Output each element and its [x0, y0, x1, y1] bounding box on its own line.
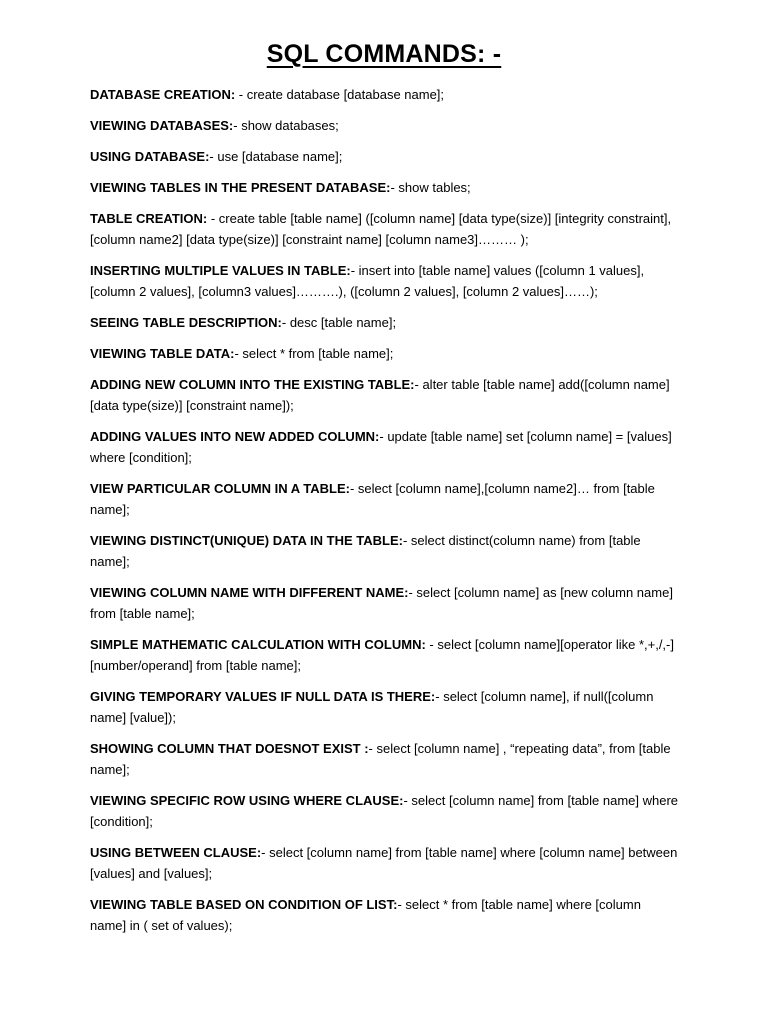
command-term: GIVING TEMPORARY VALUES IF NULL DATA IS THERE: [90, 689, 436, 704]
command-entry [90, 634, 680, 676]
command-syntax: - create table [table name] ([column name] [data type(size)] [integrity constraint], [column name2] [data type(size)] [constraint name] [column name3]……… ); [90, 211, 672, 247]
command-entry [90, 146, 680, 167]
command-entry [90, 374, 680, 416]
command-syntax: - select * from [table name] where [column name] in ( set of values); [90, 897, 641, 933]
command-syntax: - create database [database name]; [235, 87, 445, 102]
command-term: DATABASE CREATION: [90, 87, 236, 102]
command-entry [90, 426, 680, 468]
command-term: VIEW PARTICULAR COLUMN IN A TABLE: [90, 481, 350, 496]
command-syntax: - select [column name] from [table name] where [condition]; [90, 793, 679, 829]
page-title [0, 40, 768, 69]
command-entry [90, 260, 680, 302]
command-entry [90, 582, 680, 624]
command-entry [90, 343, 680, 364]
command-entry [90, 84, 680, 105]
command-syntax: - use [database name]; [209, 149, 343, 164]
command-syntax: - select [column name] as [new column name] from [table name]; [90, 585, 673, 621]
command-term: VIEWING COLUMN NAME WITH DIFFERENT NAME: [90, 585, 409, 600]
command-entry [90, 208, 680, 250]
command-term: VIEWING DISTINCT(UNIQUE) DATA IN THE TABLE: [90, 533, 403, 548]
command-term: USING DATABASE: [90, 149, 210, 164]
command-syntax: - select [column name],[column name2]… from [table name]; [90, 481, 655, 517]
command-term: VIEWING DATABASES: [90, 118, 234, 133]
command-term: SEEING TABLE DESCRIPTION: [90, 315, 282, 330]
command-entry [90, 738, 680, 780]
command-term: ADDING VALUES INTO NEW ADDED COLUMN: [90, 429, 380, 444]
command-term: SHOWING COLUMN THAT DOESNOT EXIST : [90, 741, 369, 756]
command-entry [90, 312, 680, 333]
command-term: VIEWING TABLE BASED ON CONDITION OF LIST: [90, 897, 398, 912]
command-syntax: - update [table name] set [column name] = [values] where [condition]; [90, 429, 672, 465]
command-entry [90, 115, 680, 136]
command-term: TABLE CREATION: [90, 211, 208, 226]
command-term: VIEWING TABLES IN THE PRESENT DATABASE: [90, 180, 391, 195]
command-entry [90, 530, 680, 572]
command-term: ADDING NEW COLUMN INTO THE EXISTING TABLE: [90, 377, 415, 392]
command-syntax: - select [column name] , “repeating data”, from [table name]; [90, 741, 671, 777]
command-term: SIMPLE MATHEMATIC CALCULATION WITH COLUMN: [90, 637, 426, 652]
command-syntax: - desc [table name]; [281, 315, 397, 330]
page-title-text: SQL COMMANDS: - [266, 40, 502, 68]
command-syntax: - select distinct(column name) from [table name]; [90, 533, 641, 569]
command-term: VIEWING SPECIFIC ROW USING WHERE CLAUSE: [90, 793, 404, 808]
command-entry [90, 478, 680, 520]
command-entry [90, 894, 680, 936]
command-entry [90, 177, 680, 198]
command-syntax: - insert into [table name] values ([column 1 values], [column 2 values], [column3 values]……….), ([column 2 values], [column 2 values]……); [90, 263, 645, 299]
command-term: VIEWING TABLE DATA: [90, 346, 235, 361]
command-entry [90, 686, 680, 728]
command-entry [90, 842, 680, 884]
command-term: INSERTING MULTIPLE VALUES IN TABLE: [90, 263, 351, 278]
command-syntax: - show databases; [233, 118, 339, 133]
command-syntax: - show tables; [390, 180, 471, 195]
command-list [90, 84, 680, 946]
command-entry [90, 790, 680, 832]
command-syntax: - select [column name] from [table name] where [column name] between [values] and [values]; [90, 845, 678, 881]
command-syntax: - select * from [table name]; [234, 346, 394, 361]
command-syntax: - select [column name][operator like *,+,/,-][number/operand] from [table name]; [90, 637, 674, 673]
command-syntax: - alter table [table name] add([column name] [data type(size)] [constraint name]); [90, 377, 670, 413]
command-term: USING BETWEEN CLAUSE: [90, 845, 262, 860]
command-syntax: - select [column name], if null([column name] [value]); [90, 689, 654, 725]
